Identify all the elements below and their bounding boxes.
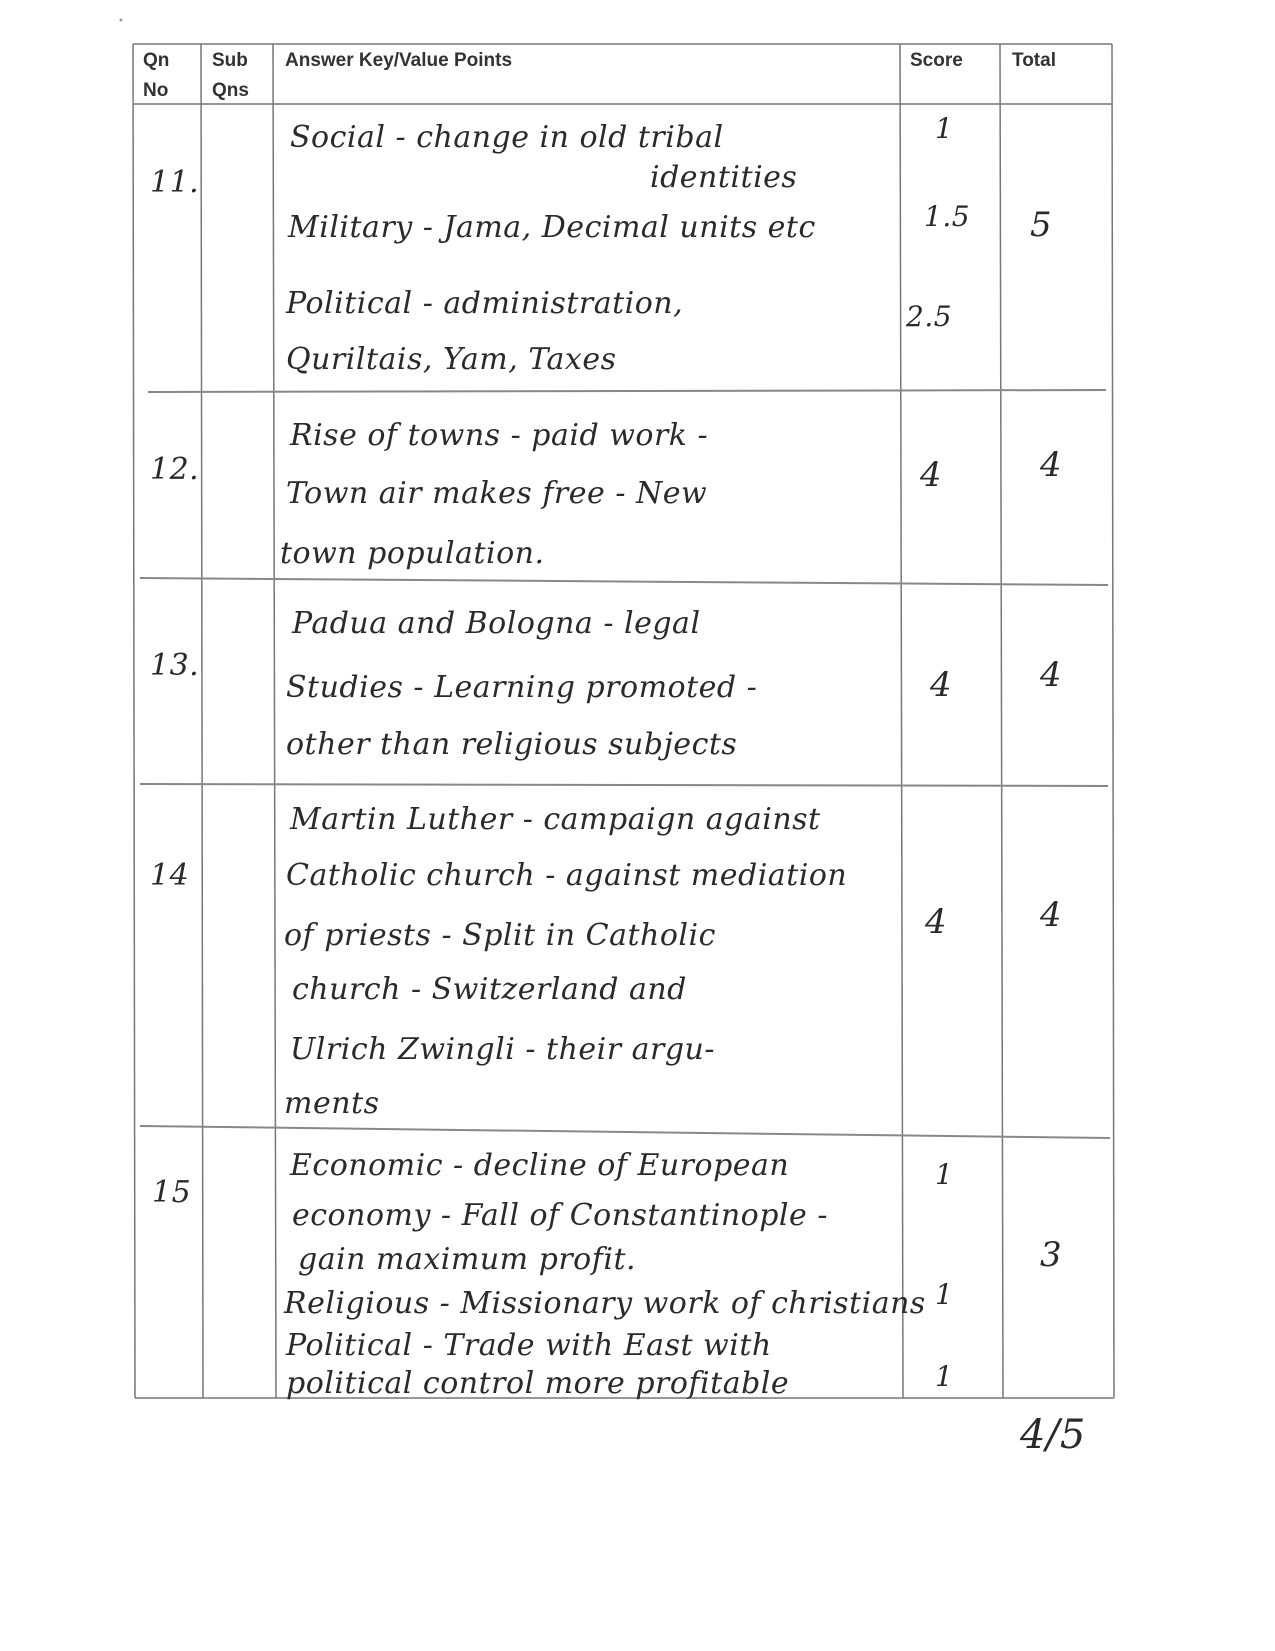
answer-line: Quriltais, Yam, Taxes <box>286 342 617 377</box>
answer-line: ments <box>284 1086 380 1121</box>
score-value: 4 <box>925 902 948 942</box>
question-number: 11. <box>150 165 200 200</box>
col-divider-1 <box>201 44 203 1398</box>
answer-line: town population. <box>280 536 545 571</box>
row-divider-14-15 <box>140 1126 1110 1138</box>
score-value: 2.5 <box>906 300 953 333</box>
total-value: 4 <box>1040 445 1063 485</box>
answer-line: Studies - Learning promoted - <box>286 670 758 705</box>
answer-line: economy - Fall of Constantinople - <box>292 1198 828 1233</box>
score-value: 4 <box>920 455 943 495</box>
answer-line: identities <box>650 160 798 195</box>
question-number: 13. <box>150 648 200 683</box>
answer-line: Religious - Missionary work of christians <box>284 1286 926 1321</box>
answer-line: Town air makes free - New <box>286 476 708 511</box>
score-value: 1.5 <box>924 200 971 233</box>
answer-line: other than religious subjects <box>286 727 738 762</box>
score-value: 4 <box>930 665 953 705</box>
total-value: 3 <box>1040 1235 1063 1275</box>
total-value: 5 <box>1030 205 1053 245</box>
table-right-border <box>1112 44 1114 1398</box>
row-divider-12-13 <box>140 578 1108 585</box>
table-left-border <box>133 44 135 1398</box>
total-value: 4 <box>1040 895 1063 935</box>
header-total: Total <box>1012 50 1056 71</box>
answer-line: of priests - Split in Catholic <box>284 918 716 953</box>
answer-line: Martin Luther - campaign against <box>290 802 821 837</box>
answer-line: Ulrich Zwingli - their argu- <box>290 1032 716 1067</box>
total-value: 4 <box>1040 655 1063 695</box>
question-number: 12. <box>150 452 200 487</box>
answer-line: Padua and Bologna - legal <box>292 606 701 641</box>
answer-line: Political - Trade with East with <box>286 1328 772 1363</box>
score-value: 1 <box>935 112 954 145</box>
col-divider-3 <box>900 44 903 1398</box>
col-divider-4 <box>1000 44 1003 1398</box>
question-number: 14 <box>150 858 190 893</box>
answer-line: Social - change in old tribal <box>290 120 724 155</box>
col-divider-2 <box>273 44 276 1398</box>
answer-line: gain maximum profit. <box>298 1242 637 1277</box>
header-qn-no: Qn No <box>143 50 170 101</box>
answer-line: Rise of towns - paid work - <box>290 418 709 453</box>
page-number: 4/5 <box>1020 1412 1086 1458</box>
score-value: 1 <box>935 1278 954 1311</box>
score-value: 1 <box>935 1360 954 1393</box>
answer-line: Military - Jama, Decimal units etc <box>288 210 816 245</box>
header-sub-qns: Sub Qns <box>212 50 249 101</box>
answer-line: political control more profitable <box>286 1366 790 1401</box>
row-divider-11-12 <box>148 390 1106 392</box>
answer-line: Political - administration, <box>286 286 684 321</box>
answer-line: church - Switzerland and <box>292 972 687 1007</box>
answer-line: Catholic church - against mediation <box>286 858 848 893</box>
question-number: 15 <box>152 1175 192 1210</box>
header-answer-key: Answer Key/Value Points <box>285 50 513 71</box>
row-divider-13-14 <box>140 784 1108 786</box>
header-score: Score <box>910 50 963 71</box>
answer-line: Economic - decline of European <box>290 1148 790 1183</box>
score-value: 1 <box>935 1158 954 1191</box>
